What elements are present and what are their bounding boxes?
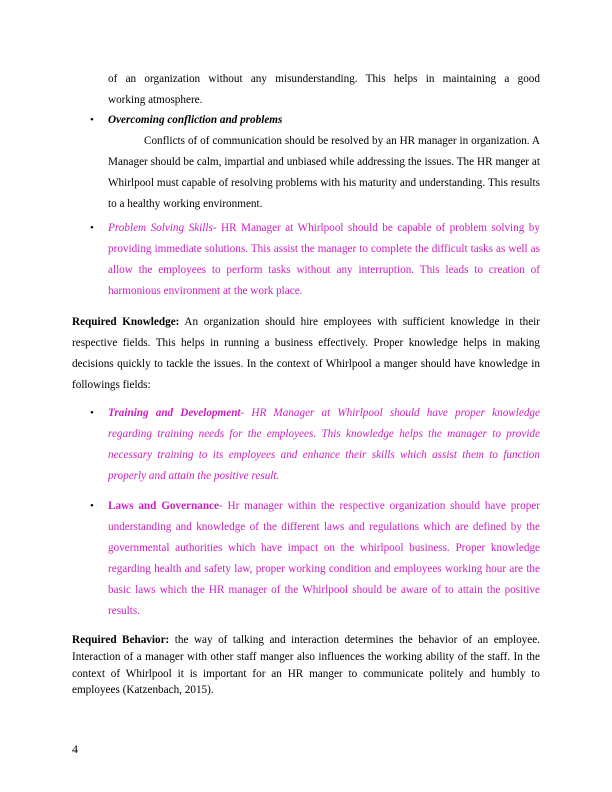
required-knowledge-paragraph bbox=[72, 312, 540, 396]
bullet-dot: • bbox=[90, 114, 94, 126]
page-number: 4 bbox=[72, 742, 78, 756]
required-behavior-label: Required Behavior: bbox=[72, 634, 170, 646]
required-knowledge-label: Required Knowledge: bbox=[72, 316, 180, 328]
required-knowledge-text: An organization should hire employees with sufficient knowledge in their respective fields. This helps in running a business effectively. Proper knowledge helps in making decisions quickly to tackle the issues. In the context of Whirlpool a manger should have knowledge in followings fields: bbox=[72, 316, 540, 391]
continuation-line-1: of an organization without any misunderstanding. This helps in maintaining a good bbox=[108, 73, 540, 85]
training-paragraph bbox=[108, 403, 540, 487]
problem-solving-text: - HR Manager at Whirlpool should be capable of problem solving by providing immediate solutions. This assist the manager to complete the difficult tasks as well as allow the employees to perform tasks without any interruption. This leads to creation of harmonious environment at the work place. bbox=[108, 222, 540, 297]
conflict-heading: Overcoming confliction and problems bbox=[108, 114, 283, 126]
bullet-item-conflict bbox=[90, 110, 540, 215]
bullet-dot: • bbox=[90, 222, 94, 234]
laws-title: Laws and Governance bbox=[108, 500, 219, 512]
bullet-item-problem-solving bbox=[90, 218, 540, 302]
training-title: Training and Development bbox=[108, 407, 241, 419]
bullet-dot: • bbox=[90, 500, 94, 512]
required-behavior-paragraph bbox=[72, 632, 540, 699]
bullet-dot: • bbox=[90, 407, 94, 419]
conflict-paragraph bbox=[108, 131, 540, 215]
bullet-item-laws bbox=[90, 496, 540, 622]
laws-paragraph bbox=[108, 496, 540, 622]
continuation-line-2: working atmosphere. bbox=[108, 94, 203, 106]
problem-solving-title: Problem Solving Skills bbox=[108, 222, 213, 234]
laws-text: - Hr manager within the respective organization should have proper understanding and knowledge of the different laws and regulations which are defined by the governmental authorities which have impact on the whirlpool business. Proper knowledge regarding health and safety law, proper working condition and employees working hour are the basic laws which the HR manager of the Whirlpool should be aware of to attain the positive results. bbox=[108, 500, 540, 617]
conflict-text: Conflicts of of communication should be resolved by an HR manager in organization. A Manager should be calm, impartial and unbiased while addressing the issues. The HR manger at Whirlpool must capable of resolving problems with his maturity and understanding. This results to a healthy working environment. bbox=[108, 135, 540, 210]
bullet-item-training bbox=[90, 403, 540, 487]
required-behavior-text: the way of talking and interaction determines the behavior of an employee. Interaction of a manager with other staff manger also influences the working ability of the staff. In the context of Whirlpool it is important for an HR manger to communicate politely and humbly to employees (Katzenbach, 2015). bbox=[72, 634, 540, 697]
training-text: - HR Manager at Whirlpool should have proper knowledge regarding training needs for the employees. This knowledge helps the manager to provide necessary training to its employees and enhance their skills which assist them to function properly and attain the positive result. bbox=[108, 407, 540, 482]
problem-solving-paragraph bbox=[108, 218, 540, 302]
continuation-paragraph bbox=[108, 69, 540, 111]
